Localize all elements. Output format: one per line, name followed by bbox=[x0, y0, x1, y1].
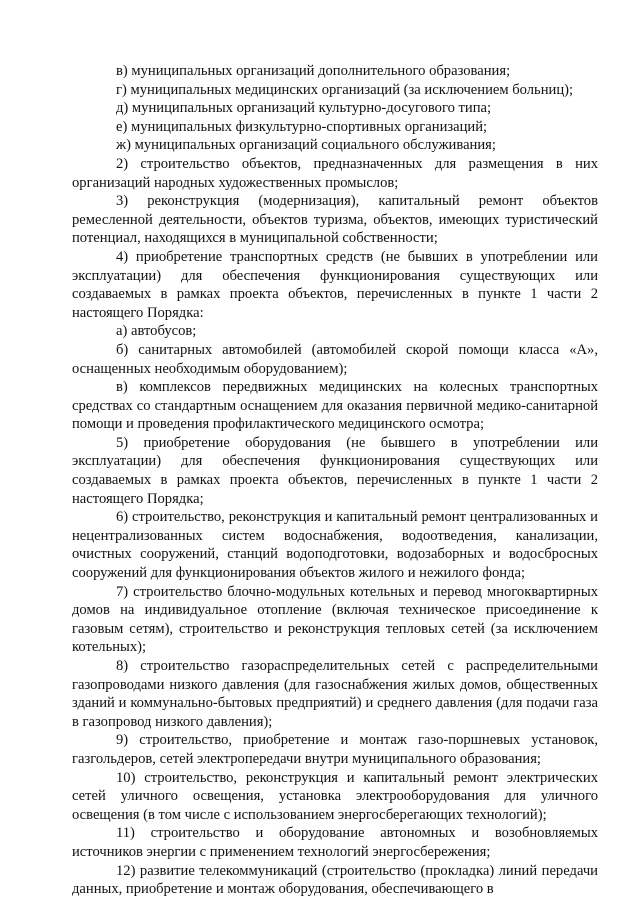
paragraph-clause-2: 2) строительство объектов, предназначенных для размещения в них организаций народных художественных промыслов; bbox=[72, 155, 598, 191]
paragraph-subitem-b: б) санитарных автомобилей (автомобилей скорой помощи класса «А», оснащенных необходимым оборудованием); bbox=[72, 341, 598, 377]
paragraph-subitem-a: а) автобусов; bbox=[116, 323, 197, 340]
paragraph-clause-10: 10) строительство, реконструкция и капитальный ремонт электрических сетей уличного освещения, установка электрооборудования для уличного освещения (в том числе с использованием энергосберегающих технологий); bbox=[72, 769, 598, 823]
paragraph-item-e: е) муниципальных физкультурно-спортивных организаций; bbox=[116, 118, 488, 135]
document-page bbox=[72, 62, 598, 899]
paragraph-subitem-v: в) комплексов передвижных медицинских на колесных транспортных средствах со стандартным оснащением для оказания первичной медико-санитарной помощи и проведения профилактического медицинского осмотра; bbox=[72, 379, 598, 433]
paragraph-item-g: г) муниципальных медицинских организаций (за исключением больниц); bbox=[116, 81, 574, 98]
paragraph-clause-11: 11) строительство и оборудование автономных и возобновляемых источников энергии с применением технологий энергосбережения; bbox=[72, 825, 598, 860]
paragraph-item-v: в) муниципальных организаций дополнительного образования; bbox=[116, 63, 511, 79]
paragraph-item-d: д) муниципальных организаций культурно-досугового типа; bbox=[116, 100, 492, 117]
paragraph-clause-8: 8) строительство газораспределительных сетей с распределительными газопроводами низкого давления (для газоснабжения жилых домов, общественных зданий и коммунально-бытовых предприятий) и среднего давления (для подачи газа в газопровод низкого давления); bbox=[72, 658, 598, 730]
paragraph-clause-9: 9) строительство, приобретение и монтаж газо-поршневых установок, газгольдеров, сетей электропередачи внутри муниципального образования; bbox=[72, 732, 598, 767]
paragraph-clause-3: 3) реконструкция (модернизация), капитальный ремонт объектов ремесленной деятельности, объектов туризма, объектов, имеющих туристический потенциал, находящихся в муниципальной собственности; bbox=[72, 193, 598, 247]
paragraph-clause-7: 7) строительство блочно-модульных котельных и перевод многоквартирных домов на индивидуальное отопление (включая техническое присоединение к газовым сетям), строительство и реконструкция тепловых сетей (за исключением котельных); bbox=[72, 583, 598, 656]
paragraph-clause-6: 6) строительство, реконструкция и капитальный ремонт централизованных и нецентрализованных систем водоснабжения, водоотведения, канализации, очистных сооружений, станций водоподготовки, водозаборных и водосбросных сооружений для функционирования объектов жилого и нежилого фонда; bbox=[72, 509, 598, 582]
paragraph-clause-4: 4) приобретение транспортных средств (не бывших в употреблении или эксплуатации) для обеспечения функционирования существующих или создаваемых в рамках проекта объектов, перечисленных в пункте 1 части 2 настоящего Порядка: bbox=[72, 248, 598, 321]
paragraph-clause-5: 5) приобретение оборудования (не бывшего в употреблении или эксплуатации) для обеспечения функционирования существующих или создаваемых в рамках проекта объектов, перечисленных в пункте 1 части 2 настоящего Порядка; bbox=[72, 434, 598, 507]
paragraph-item-zh: ж) муниципальных организаций социального обслуживания; bbox=[116, 137, 496, 154]
paragraph-clause-12: 12) развитие телекоммуникаций (строительство (прокладка) линий передачи данных, приобретение и монтаж оборудования, обеспечивающего в bbox=[72, 862, 598, 898]
